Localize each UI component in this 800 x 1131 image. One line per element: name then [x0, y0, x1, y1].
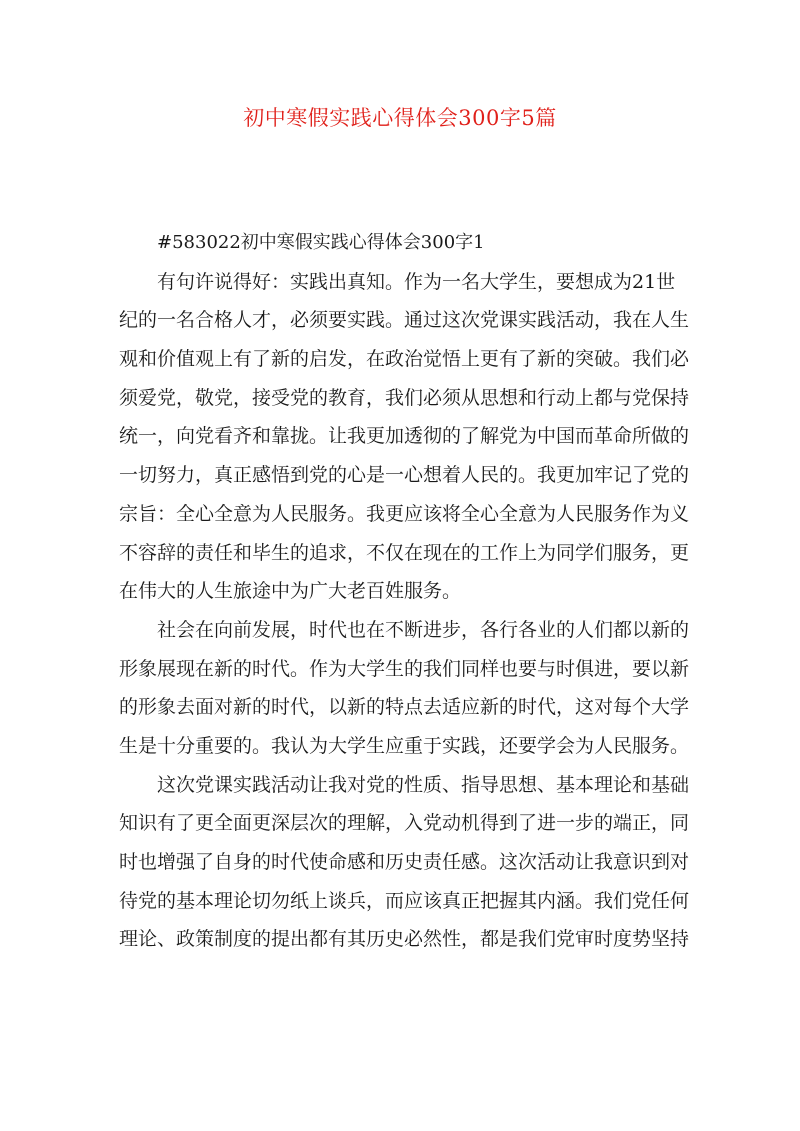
section-subheading: #583022初中寒假实践心得体会300字1 — [157, 232, 485, 253]
paragraph-2-line: 生是十分重要的。我认为大学生应重于实践，还要学会为人民服务。 — [119, 734, 690, 757]
paragraph-1-line: 有句许说得好：实践出真知。作为一名大学生，要想成为21世 — [157, 270, 676, 293]
paragraph-3-line: 时也增强了自身的时代使命感和历史责任感。这次活动让我意识到对 — [119, 851, 690, 873]
paragraph-1-line: 宗旨：全心全意为人民服务。我更应该将全心全意为人民服务作为义 — [119, 502, 690, 525]
paragraph-1-line: 一切努力，真正感悟到党的心是一心想着人民的。我更加牢记了党的 — [119, 464, 690, 487]
paragraph-1-line: 在伟大的人生旅途中为广大老百姓服务。 — [119, 580, 462, 603]
paragraph-1-line: 不容辞的责任和毕生的追求，不仅在现在的工作上为同学们服务，更 — [119, 541, 690, 564]
paragraph-1-line: 观和价值观上有了新的启发，在政治觉悟上更有了新的突破。我们必 — [119, 348, 690, 371]
paragraph-1-line: 须爱党，敬党，接受党的教育，我们必须从思想和行动上都与党保持 — [119, 386, 690, 409]
paragraph-3-line: 待党的基本理论切勿纸上谈兵，而应该真正把握其内涵。我们党任何 — [119, 889, 690, 912]
paragraph-3-line: 知识有了更全面更深层次的理解，入党动机得到了进一步的端正，同 — [119, 812, 690, 835]
paragraph-2-line: 社会在向前发展，时代也在不断进步，各行各业的人们都以新的 — [157, 618, 690, 641]
document-body — [119, 230, 699, 965]
paragraph-1-line: 纪的一名合格人才，必须要实践。通过这次党课实践活动，我在人生 — [119, 309, 690, 332]
paragraph-3-line: 这次党课实践活动让我对党的性质、指导思想、基本理论和基础 — [157, 773, 690, 796]
paragraph-2-line: 的形象去面对新的时代，以新的特点去适应新的时代，这对每个大学 — [119, 696, 690, 719]
document-title: 初中寒假实践心得体会300字5篇 — [243, 106, 557, 130]
paragraph-2-line: 形象展现在新的时代。作为大学生的我们同样也要与时俱进，要以新 — [119, 657, 690, 680]
paragraph-1-line: 统一，向党看齐和靠拢。让我更加透彻的了解党为中国而革命所做的 — [119, 425, 690, 448]
paragraph-3-line: 理论、政策制度的提出都有其历史必然性，都是我们党审时度势坚持 — [119, 928, 690, 951]
